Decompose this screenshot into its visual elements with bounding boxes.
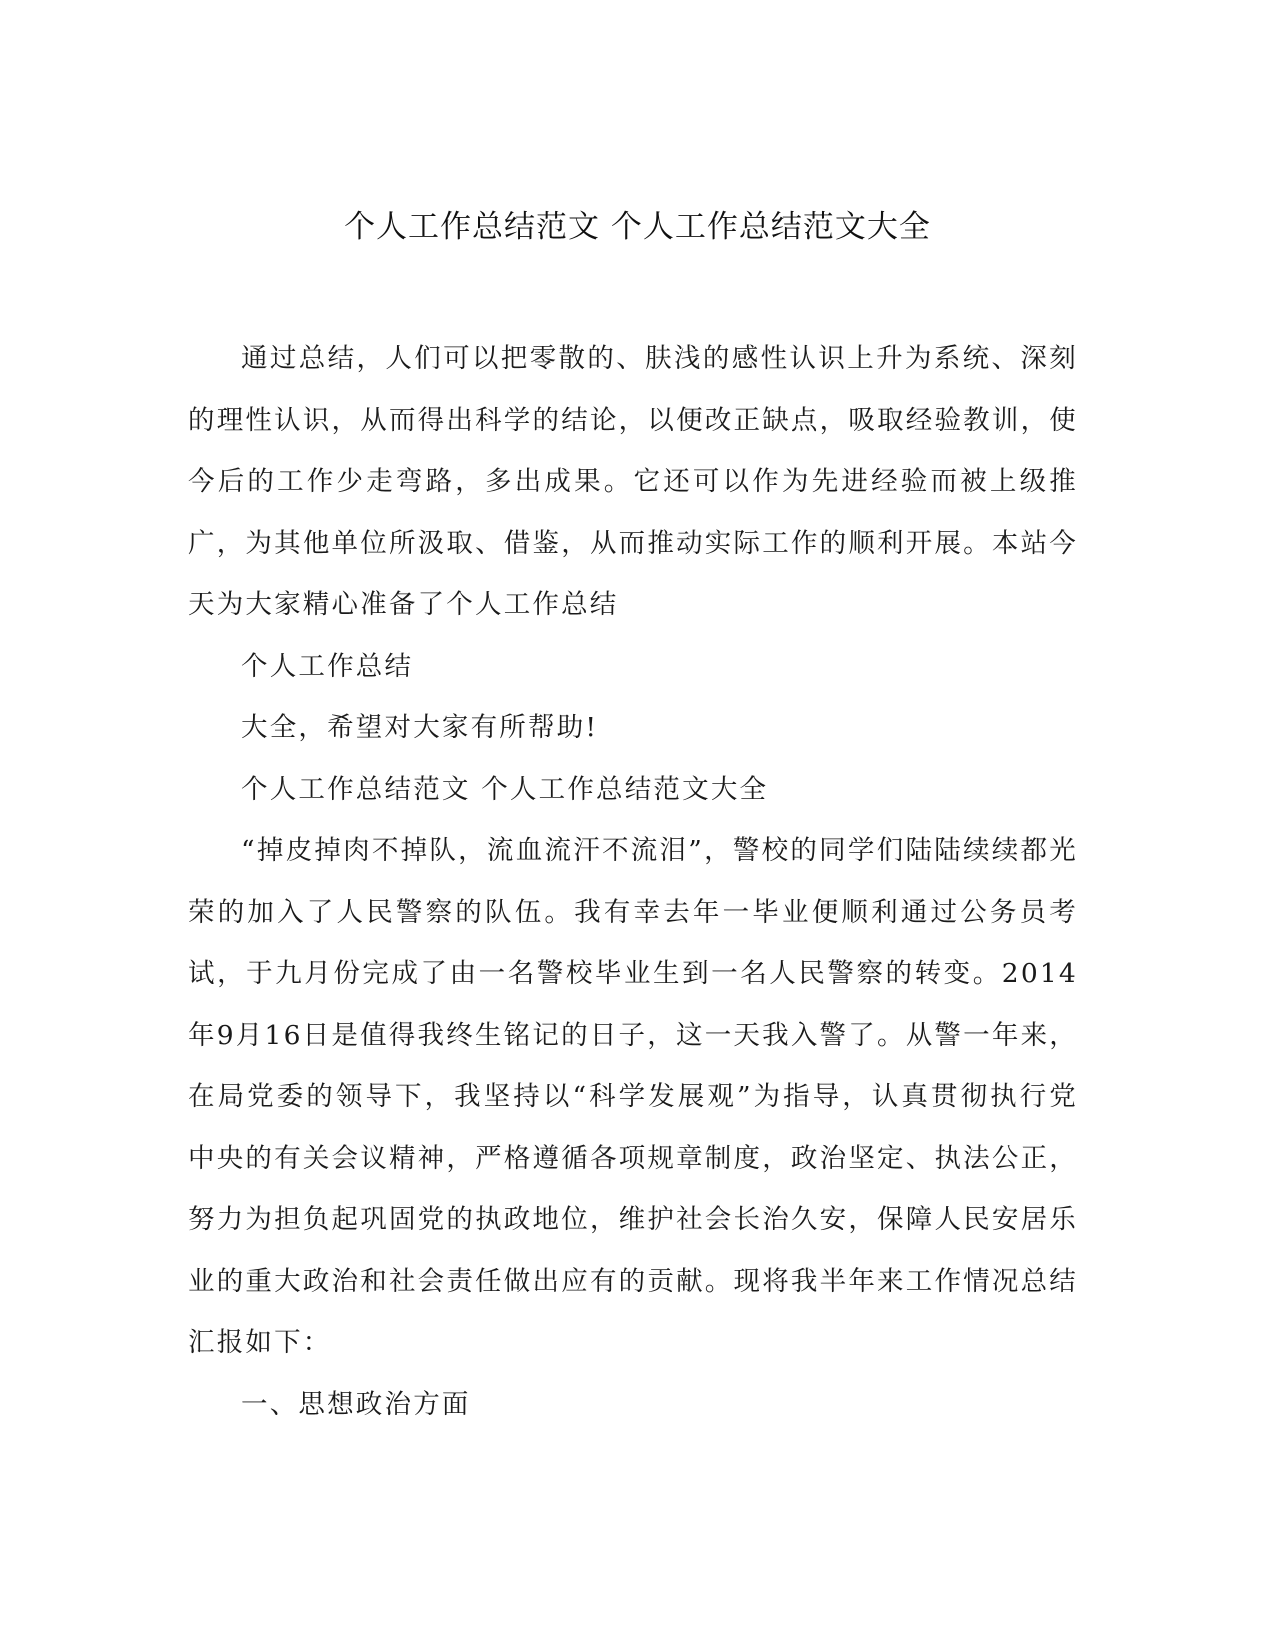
paragraph-intro: 通过总结，人们可以把零散的、肤浅的感性认识上升为系统、深刻的理性认识，从而得出科学的结论，以便改正缺点，吸取经验教训，使今后的工作少走弯路，多出成果。它还可以作为先进经验而被上级推广，为其他单位所汲取、借鉴，从而推动实际工作的顺利开展。本站今天为大家精心准备了个人工作总结 [188,343,1078,620]
document-title: 个人工作总结范文 个人工作总结范文大全 [344,209,931,245]
document-body [188,328,1078,1435]
section-heading-ideology: 一、思想政治方面 [241,1388,471,1420]
paragraph-summary-label: 个人工作总结 [241,650,414,682]
paragraph-subtitle: 个人工作总结范文 个人工作总结范文大全 [241,773,769,805]
paragraph-wish: 大全，希望对大家有所帮助! [241,712,599,743]
paragraph-main: “掉皮掉肉不掉队，流血流汗不流泪”，警校的同学们陆陆续续都光荣的加入了人民警察的队伍。我有幸去年一毕业便顺利通过公务员考试，于九月份完成了由一名警校毕业生到一名人民警察的转变。2014年9月16日是值得我终生铭记的日子，这一天我入警了。从警一年来，在局党委的领导下，我坚持以“科学发展观”为指导，认真贯彻执行党中央的有关会议精神，严格遵循各项规章制度，政治坚定、执法公正，努力为担负起巩固党的执政地位，维护社会长治久安，保障人民安居乐业的重大政治和社会责任做出应有的贡献。现将我半年来工作情况总结汇报如下： [188,835,1078,1358]
